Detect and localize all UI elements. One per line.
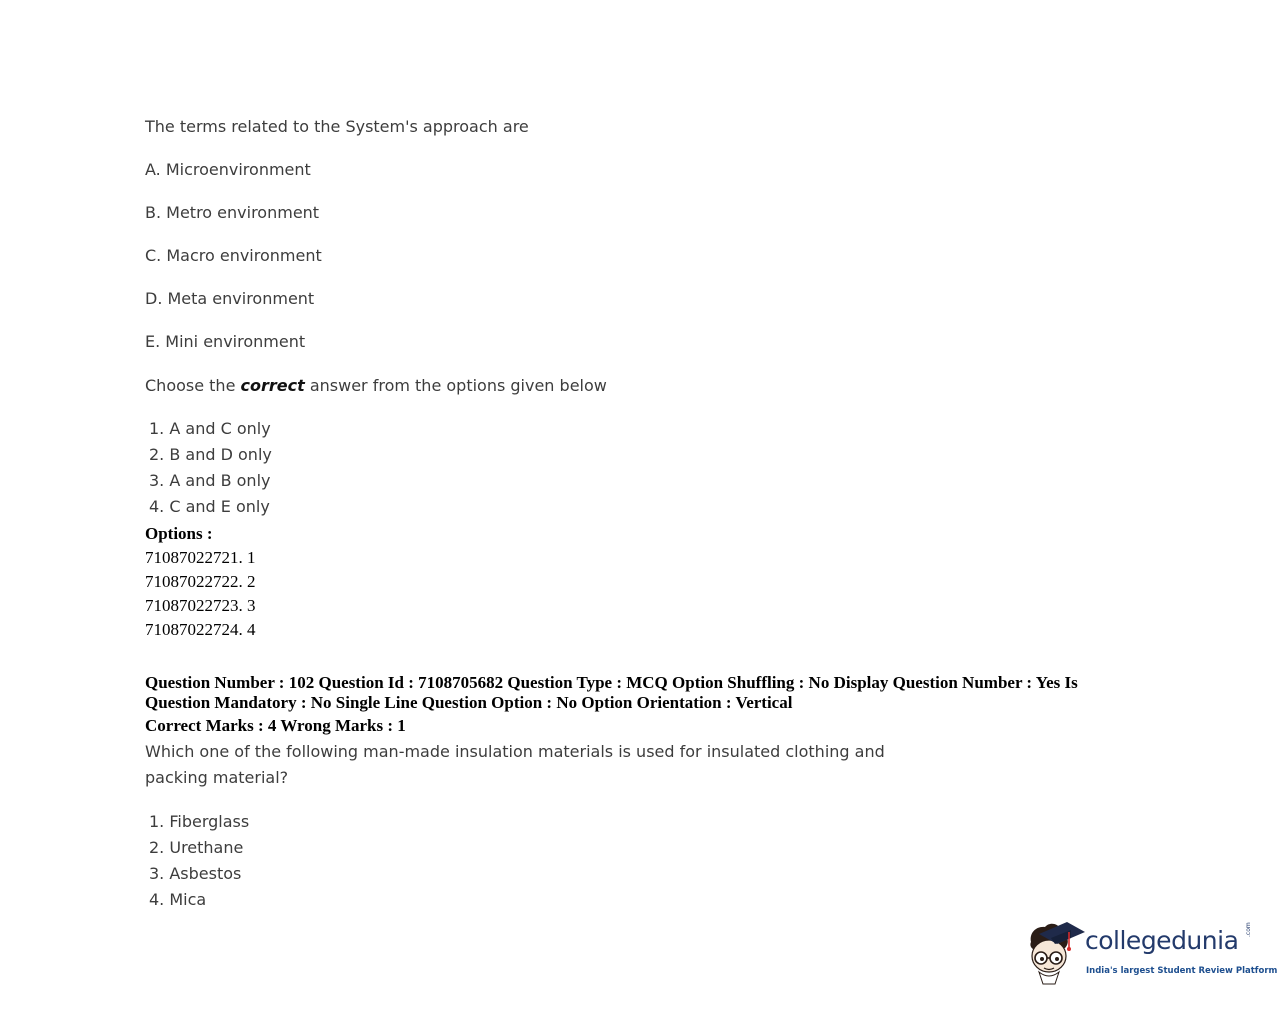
question-meta-line-2: Question Mandatory : No Single Line Question Option : No Option Orientation : Vertical: [145, 693, 793, 712]
question-stem: The terms related to the System's approach are: [145, 117, 529, 136]
instruction-suffix: answer from the options given below: [304, 376, 607, 395]
instruction-line: [145, 376, 607, 395]
option-id-4: 71087022724. 4: [145, 620, 256, 639]
question2-stem-line-2: packing material?: [145, 768, 289, 787]
statement-e: E. Mini environment: [145, 332, 306, 351]
question2-stem-line-1: Which one of the following man-made insulation materials is used for insulated clothing and: [145, 742, 885, 761]
logo-tagline: India's largest Student Review Platform: [1086, 966, 1278, 976]
collegedunia-logo: [1025, 918, 1278, 988]
option-id-2: 71087022722. 2: [145, 572, 256, 591]
q2-choice-2: 2. Urethane: [149, 838, 244, 857]
statement-d: D. Meta environment: [145, 289, 315, 308]
statement-a: A. Microenvironment: [145, 160, 311, 179]
logo-brand-text: collegedunia: [1085, 926, 1239, 955]
question-meta: [145, 673, 1105, 713]
q2-choice-4: 4. Mica: [149, 890, 207, 909]
question-meta-line-1: Question Number : 102 Question Id : 7108705682 Question Type : MCQ Option Shuffling : No Display Question Number : Yes Is: [145, 673, 1078, 692]
option-id-3: 71087022723. 3: [145, 596, 256, 615]
choice-2: 2. B and D only: [149, 445, 272, 464]
mascot-graduate-icon: [1025, 918, 1087, 988]
options-heading: Options :: [145, 524, 213, 543]
statement-b: B. Metro environment: [145, 203, 320, 222]
statement-c: C. Macro environment: [145, 246, 322, 265]
instruction-emphasis: correct: [240, 376, 305, 395]
choice-1: 1. A and C only: [149, 419, 271, 438]
marks-line: Correct Marks : 4 Wrong Marks : 1: [145, 716, 406, 735]
choice-4: 4. C and E only: [149, 497, 270, 516]
option-id-1: 71087022721. 1: [145, 548, 256, 567]
q2-choice-3: 3. Asbestos: [149, 864, 242, 883]
q2-choice-1: 1. Fiberglass: [149, 812, 250, 831]
logo-brand-com: .com: [1245, 922, 1252, 937]
instruction-prefix: Choose the: [145, 376, 241, 395]
choice-3: 3. A and B only: [149, 471, 271, 490]
